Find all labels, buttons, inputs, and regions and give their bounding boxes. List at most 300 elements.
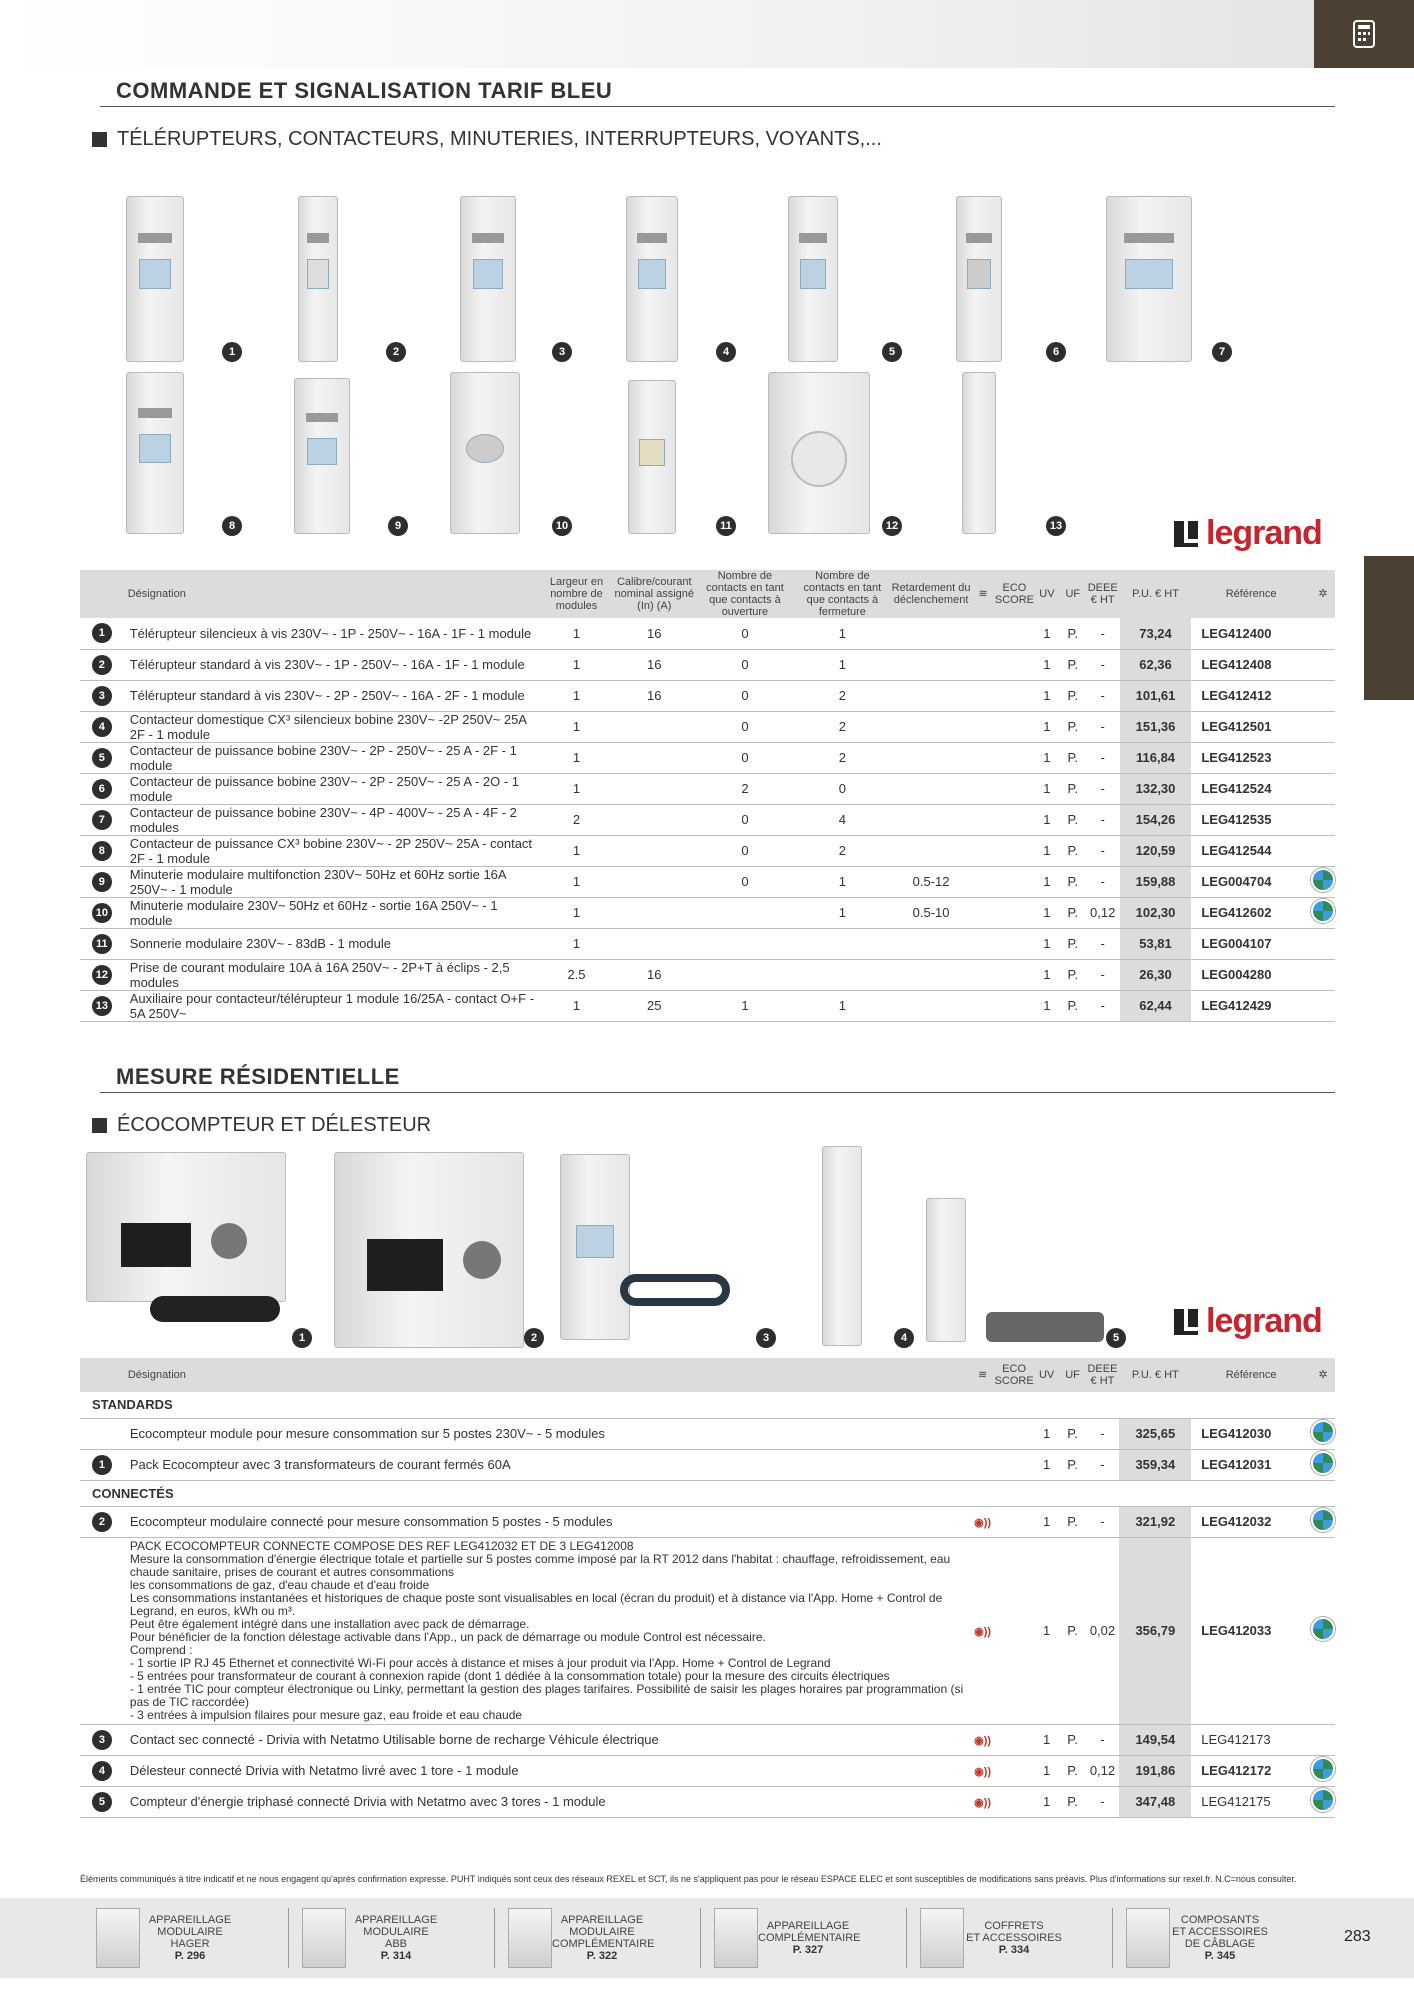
table-row <box>80 990 1335 1021</box>
table-row <box>80 773 1335 804</box>
calibre <box>612 711 696 742</box>
uf: P. <box>1060 618 1086 649</box>
row-number-cell <box>80 711 124 742</box>
ecolabel-icon <box>1311 868 1335 892</box>
footer-page: P. 327 <box>792 1944 824 1956</box>
unit-price: 151,36 <box>1120 711 1192 742</box>
footer-label <box>1170 1914 1270 1962</box>
eco-score <box>995 897 1034 928</box>
product-image <box>86 1152 286 1302</box>
reference[interactable]: LEG412175 <box>1191 1786 1311 1817</box>
unit-price: 53,81 <box>1120 928 1192 959</box>
reference[interactable]: LEG004704 <box>1191 866 1311 897</box>
largeur: 1 <box>541 680 613 711</box>
designation: Contact sec connecté - Drivia with Netatmo Utilisable borne de recharge Véhicule électrique <box>124 1724 971 1755</box>
retardement <box>891 959 971 990</box>
uv: 1 <box>1034 711 1060 742</box>
deee: - <box>1086 804 1120 835</box>
reference[interactable]: LEG412408 <box>1191 649 1311 680</box>
image-label: 11 <box>716 516 736 536</box>
retardement <box>891 773 971 804</box>
footer-label-line: COMPLÉMENTAIRE <box>552 1938 655 1950</box>
calibre: 16 <box>612 649 696 680</box>
footer-link[interactable] <box>96 1898 240 1978</box>
row-number-cell <box>80 1755 124 1786</box>
ecolabel-icon: ✲ <box>1318 588 1328 600</box>
reference[interactable]: LEG412173 <box>1191 1724 1311 1755</box>
image-label: 9 <box>388 516 408 536</box>
footer-separator <box>494 1908 495 1968</box>
footer-link[interactable] <box>1126 1898 1270 1978</box>
row-number-cell <box>80 1449 124 1480</box>
calibre <box>612 897 696 928</box>
designation: Contacteur de puissance bobine 230V~ - 2P - 250V~ - 25 A - 2O - 1 module <box>124 773 541 804</box>
section-title: COMMANDE ET SIGNALISATION TARIF BLEU <box>116 78 613 103</box>
row-number: 5 <box>92 748 112 768</box>
ouverture: 0 <box>696 742 793 773</box>
eco-score <box>995 649 1034 680</box>
product-table <box>80 570 1335 1022</box>
image-label: 1 <box>222 342 242 362</box>
uv: 1 <box>1034 1724 1060 1755</box>
ecolabel-icon <box>1311 1788 1335 1812</box>
row-number: 4 <box>92 1761 112 1781</box>
largeur: 1 <box>541 866 613 897</box>
table-row <box>80 1506 1335 1537</box>
unit-price: 62,44 <box>1120 990 1192 1021</box>
bullet-square <box>92 132 107 147</box>
uf: P. <box>1060 1506 1086 1537</box>
unit-price: 101,61 <box>1120 680 1192 711</box>
footer-link[interactable] <box>508 1898 655 1978</box>
footer-label <box>140 1914 240 1962</box>
row-number: 9 <box>92 872 112 892</box>
designation: Compteur d'énergie triphasé connecté Drivia with Netatmo avec 3 tores - 1 module <box>124 1786 971 1817</box>
description-line: Mesure la consommation d'énergie électrique totale et partielle sur 5 postes comme imposé par la RT 2012 dans l'habitat : chauffage, refroidissement, eau chaude sanitaire, prises de courant et autres consommations <box>129 1551 951 1579</box>
ecolabel-cell <box>1311 866 1335 897</box>
row-number: 8 <box>92 841 112 861</box>
retardement <box>891 618 971 649</box>
deee: - <box>1086 990 1120 1021</box>
section-subtitle <box>92 128 882 151</box>
eco-score <box>995 959 1034 990</box>
uv: 1 <box>1034 804 1060 835</box>
image-label: 10 <box>552 516 572 536</box>
col-deee: DEEE € HT <box>1085 1358 1119 1392</box>
ecolabel-cell <box>1311 1418 1335 1449</box>
ecolabel-icon <box>1311 1451 1335 1475</box>
row-number: 1 <box>92 623 112 643</box>
fermeture <box>794 928 891 959</box>
product-image <box>822 1146 862 1346</box>
table-row <box>80 618 1335 649</box>
footer-separator <box>700 1908 701 1968</box>
ecolabel-cell <box>1311 990 1335 1021</box>
image-label: 1 <box>292 1328 312 1348</box>
unit-price: 347,48 <box>1119 1786 1191 1817</box>
reference[interactable]: LEG412400 <box>1191 618 1311 649</box>
catalog-icon <box>1353 20 1375 48</box>
deee: - <box>1086 959 1120 990</box>
row-number-cell <box>80 835 124 866</box>
reference[interactable]: LEG412524 <box>1191 773 1311 804</box>
connected-icon: ◉)) <box>974 1766 992 1778</box>
footer-label <box>758 1920 861 1956</box>
ecolabel-icon <box>1311 899 1335 923</box>
uf: P. <box>1060 1755 1086 1786</box>
largeur: 2 <box>541 804 613 835</box>
reference[interactable]: LEG412172 <box>1191 1755 1311 1786</box>
footer-label-line: ET ACCESSOIRES <box>966 1932 1062 1944</box>
retardement <box>891 649 971 680</box>
reference[interactable]: LEG412032 <box>1191 1506 1311 1537</box>
connected-icon: ◉)) <box>974 1797 992 1809</box>
eco-score <box>995 1506 1034 1537</box>
uf: P. <box>1060 866 1086 897</box>
wifi-cell <box>971 1418 995 1449</box>
table-row <box>80 742 1335 773</box>
eco-score <box>995 742 1034 773</box>
uv: 1 <box>1034 928 1060 959</box>
unit-price: 321,92 <box>1119 1506 1191 1537</box>
product-table-body <box>80 618 1335 1021</box>
ecolabel-cell <box>1311 1786 1335 1817</box>
table-row <box>80 1449 1335 1480</box>
uf: P. <box>1060 680 1086 711</box>
deee: - <box>1085 1418 1119 1449</box>
description-line: les consommations de gaz, d'eau chaude et d'eau froide <box>129 1577 430 1592</box>
group-row <box>80 1392 1335 1418</box>
footer-label-line: COMPLÉMENTAIRE <box>758 1932 861 1944</box>
wifi-cell <box>971 990 995 1021</box>
deee: - <box>1085 1724 1119 1755</box>
col-wifi <box>971 1358 995 1392</box>
description-line: - 1 entrée TIC pour compteur électronique ou Linky, permettant la gestion des plages tarifaires. Possibilité de saisir les plages horaires par programmation (si pas de TIC raccordée) <box>129 1681 964 1709</box>
ecolabel-cell <box>1311 1449 1335 1480</box>
col-uv: UV <box>1034 1358 1060 1392</box>
unit-price: 191,86 <box>1119 1755 1191 1786</box>
description-line: - 5 entrées pour transformateur de courant à connexion rapide (dont 1 dédiée à la consommation totale) pour la mesure des circuits électriques <box>129 1668 890 1683</box>
divider <box>100 106 1335 107</box>
deee: - <box>1086 773 1120 804</box>
largeur: 1 <box>541 990 613 1021</box>
ecolabel-cell <box>1311 1506 1335 1537</box>
unit-price: 149,54 <box>1119 1724 1191 1755</box>
fermeture <box>794 959 891 990</box>
image-label: 6 <box>1046 342 1066 362</box>
image-label: 2 <box>386 342 406 362</box>
ecolabel-cell <box>1311 1755 1335 1786</box>
wifi-cell <box>971 618 995 649</box>
fermeture: 1 <box>794 618 891 649</box>
retardement: 0.5-12 <box>891 866 971 897</box>
uf: P. <box>1060 649 1086 680</box>
product-image <box>628 380 676 534</box>
reference[interactable]: LEG412602 <box>1191 897 1311 928</box>
deee: - <box>1086 649 1120 680</box>
row-number-cell <box>80 1786 124 1817</box>
eco-table <box>80 1358 1335 1818</box>
wifi-cell <box>971 897 995 928</box>
uf: P. <box>1060 1786 1086 1817</box>
fermeture: 0 <box>794 773 891 804</box>
reference[interactable]: LEG412412 <box>1191 680 1311 711</box>
product-image <box>986 1312 1104 1342</box>
uv: 1 <box>1034 1755 1060 1786</box>
reference[interactable]: LEG412031 <box>1191 1449 1311 1480</box>
description-line: Les consommations instantanées et historiques de chaque poste sont visualisables en local (écran du produit) et à distance via l'App. Home + Control de Legrand, en euros, kWh ou m³. <box>129 1590 943 1618</box>
uf: P. <box>1060 990 1086 1021</box>
eco-score <box>995 1755 1034 1786</box>
designation: Contacteur de puissance bobine 230V~ - 2P - 250V~ - 25 A - 2F - 1 module <box>124 742 541 773</box>
row-number: 12 <box>92 965 112 985</box>
calibre <box>612 928 696 959</box>
ouverture: 0 <box>696 618 793 649</box>
designation: Auxiliaire pour contacteur/télérupteur 1 module 16/25A - contact O+F - 5A 250V~ <box>124 990 541 1021</box>
ouverture <box>696 928 793 959</box>
table-row <box>80 804 1335 835</box>
image-label: 4 <box>894 1328 914 1348</box>
unit-price: 62,36 <box>1120 649 1192 680</box>
ecolabel-cell <box>1311 804 1335 835</box>
fermeture: 1 <box>794 649 891 680</box>
connected-icon: ◉)) <box>974 1735 992 1747</box>
eco-score <box>995 711 1034 742</box>
uv: 1 <box>1034 866 1060 897</box>
row-number: 2 <box>92 1512 112 1532</box>
footer-label-line: APPAREILLAGE <box>148 1914 232 1926</box>
fermeture: 2 <box>794 742 891 773</box>
calibre <box>612 835 696 866</box>
designation: Contacteur de puissance bobine 230V~ - 4P - 400V~ - 25 A - 4F - 2 modules <box>124 804 541 835</box>
side-tab <box>1364 556 1414 700</box>
uv: 1 <box>1034 618 1060 649</box>
product-image <box>560 1154 630 1340</box>
eco-score <box>995 1786 1034 1817</box>
product-image <box>1106 196 1192 362</box>
table-row <box>80 1724 1335 1755</box>
table-row <box>80 1755 1335 1786</box>
reference[interactable]: LEG004280 <box>1191 959 1311 990</box>
designation: Télérupteur standard à vis 230V~ - 1P - 250V~ - 16A - 1F - 1 module <box>124 649 541 680</box>
reference[interactable]: LEG412535 <box>1191 804 1311 835</box>
eco-score <box>995 928 1034 959</box>
col-wifi <box>971 570 995 618</box>
reference[interactable]: LEG412523 <box>1191 742 1311 773</box>
row-number-cell <box>80 804 124 835</box>
unit-price: 325,65 <box>1119 1418 1191 1449</box>
footer-page: P. 322 <box>586 1950 618 1962</box>
row-number: 4 <box>92 717 112 737</box>
product-image <box>126 372 184 534</box>
group-label: CONNECTÉS <box>80 1480 1335 1506</box>
uf: P. <box>1060 711 1086 742</box>
pack-description <box>124 1537 971 1724</box>
image-label: 3 <box>552 342 572 362</box>
footer-page: P. 314 <box>380 1950 412 1962</box>
retardement: 0.5-10 <box>891 897 971 928</box>
ouverture: 0 <box>696 835 793 866</box>
image-label: 3 <box>756 1328 776 1348</box>
group-row <box>80 1480 1335 1506</box>
bullet-square <box>92 1118 107 1133</box>
wifi-cell <box>971 866 995 897</box>
uf: P. <box>1060 928 1086 959</box>
retardement <box>891 990 971 1021</box>
ecolabel-cell <box>1311 897 1335 928</box>
designation: Contacteur de puissance CX³ bobine 230V~ - 2P 250V~ 25A - contact 2F - 1 module <box>124 835 541 866</box>
subtitle-text: TÉLÉRUPTEURS, CONTACTEURS, MINUTERIES, INTERRUPTEURS, VOYANTS,... <box>117 128 882 150</box>
table-row <box>80 1537 1335 1724</box>
calibre <box>612 804 696 835</box>
uv: 1 <box>1034 1786 1060 1817</box>
uv: 1 <box>1034 680 1060 711</box>
retardement <box>891 835 971 866</box>
eco-score <box>995 773 1034 804</box>
deee: - <box>1086 742 1120 773</box>
row-number-cell <box>80 680 124 711</box>
uf: P. <box>1060 897 1086 928</box>
footer-label-line: DE CÂBLAGE <box>1184 1938 1256 1950</box>
uv: 1 <box>1034 742 1060 773</box>
ouverture: 0 <box>696 649 793 680</box>
footer-separator <box>288 1908 289 1968</box>
reference[interactable]: LEG412501 <box>1191 711 1311 742</box>
col-largeur: Largeur en nombre de modules <box>541 570 613 618</box>
unit-price: 159,88 <box>1120 866 1192 897</box>
col-eco-icon <box>1311 570 1335 618</box>
subtitle-text: ÉCOCOMPTEUR ET DÉLESTEUR <box>117 1114 432 1136</box>
reference[interactable]: LEG412544 <box>1191 835 1311 866</box>
footer-label-line: APPAREILLAGE <box>354 1914 438 1926</box>
uv: 1 <box>1034 835 1060 866</box>
deee: - <box>1086 928 1120 959</box>
unit-price: 359,34 <box>1119 1449 1191 1480</box>
ecolabel-cell <box>1311 835 1335 866</box>
footer-label <box>346 1914 446 1962</box>
largeur: 1 <box>541 649 613 680</box>
largeur: 1 <box>541 711 613 742</box>
ecolabel-cell <box>1311 1724 1335 1755</box>
reference[interactable]: LEG412033 <box>1191 1537 1311 1724</box>
connected-icon: ◉)) <box>974 1517 992 1529</box>
category-thumbnail <box>302 1908 346 1968</box>
reference[interactable]: LEG412030 <box>1191 1418 1311 1449</box>
eco-score <box>995 1449 1034 1480</box>
table-row <box>80 680 1335 711</box>
calibre <box>612 866 696 897</box>
category-thumbnail <box>96 1908 140 1968</box>
footer-page: P. 345 <box>1204 1950 1236 1962</box>
row-number-cell <box>80 773 124 804</box>
ecolabel-cell <box>1311 618 1335 649</box>
uv: 1 <box>1034 897 1060 928</box>
ouverture: 0 <box>696 866 793 897</box>
ouverture: 0 <box>696 680 793 711</box>
uv: 1 <box>1034 1449 1060 1480</box>
uv: 1 <box>1034 773 1060 804</box>
footer-label-line: APPAREILLAGE <box>560 1914 644 1926</box>
table-row <box>80 928 1335 959</box>
wifi-cell <box>971 742 995 773</box>
reference[interactable]: LEG004107 <box>1191 928 1311 959</box>
designation: Télérupteur silencieux à vis 230V~ - 1P - 250V~ - 16A - 1F - 1 module <box>124 618 541 649</box>
deee: - <box>1086 866 1120 897</box>
ecolabel-cell <box>1311 711 1335 742</box>
designation: Minuterie modulaire multifonction 230V~ 50Hz et 60Hz sortie 16A 250V~ - 1 module <box>124 866 541 897</box>
category-thumbnail <box>508 1908 552 1968</box>
ecolabel-cell <box>1311 742 1335 773</box>
product-image <box>768 372 870 534</box>
footer-separator <box>906 1908 907 1968</box>
wifi-cell <box>971 1755 995 1786</box>
unit-price: 120,59 <box>1120 835 1192 866</box>
retardement <box>891 742 971 773</box>
brand-text: legrand <box>1206 514 1322 552</box>
footer-label-line: COMPOSANTS <box>1180 1914 1260 1926</box>
ecolabel-icon <box>1311 1420 1335 1444</box>
footer-label-line: MODULAIRE <box>569 1926 635 1938</box>
row-number-cell <box>80 866 124 897</box>
uv: 1 <box>1034 1537 1060 1724</box>
col-pu: P.U. € HT <box>1120 570 1192 618</box>
footer-label <box>552 1914 655 1962</box>
wifi-icon: ≋ <box>977 1369 988 1381</box>
ouverture: 2 <box>696 773 793 804</box>
col-num <box>80 1358 124 1392</box>
designation: Télérupteur standard à vis 230V~ - 2P - 250V~ - 16A - 2F - 1 module <box>124 680 541 711</box>
footer-label-line: ET ACCESSOIRES <box>1172 1926 1268 1938</box>
row-number: 2 <box>92 655 112 675</box>
eco-score <box>995 804 1034 835</box>
divider <box>100 1092 1335 1093</box>
wifi-cell <box>971 959 995 990</box>
eco-score <box>995 618 1034 649</box>
col-uf: UF <box>1060 570 1086 618</box>
description-line: - 1 sortie IP RJ 45 Ethernet et connectivité Wi-Fi pour accès à distance et mises à jour produit via l'App. Home + Control de Legrand <box>129 1655 831 1670</box>
largeur: 1 <box>541 773 613 804</box>
footer-link[interactable] <box>920 1898 1064 1978</box>
col-num <box>80 570 124 618</box>
designation: Sonnerie modulaire 230V~ - 83dB - 1 module <box>124 928 541 959</box>
wifi-cell <box>971 835 995 866</box>
uf: P. <box>1060 1537 1086 1724</box>
fermeture: 2 <box>794 711 891 742</box>
description-line: Peut être également intégré dans une installation avec pack de démarrage. <box>129 1616 530 1631</box>
table-row <box>80 866 1335 897</box>
image-label: 5 <box>1106 1328 1126 1348</box>
ouverture: 1 <box>696 990 793 1021</box>
ecolabel-cell <box>1311 680 1335 711</box>
image-label: 12 <box>882 516 902 536</box>
retardement <box>891 680 971 711</box>
product-image <box>298 196 338 362</box>
footnote: Éléments communiqués à titre indicatif et ne nous engagent qu'après confirmation expresse. PUHT indiqués sont ceux des réseaux REXEL et SCT, ils ne s'appliquent pas pour le réseau ESPACE ELEC et sont susceptibles de modifications sans préavis. Plus d'informations sur rexel.fr. N.C=nous consulter. <box>80 1874 1297 1884</box>
reference[interactable]: LEG412429 <box>1191 990 1311 1021</box>
table-row <box>80 649 1335 680</box>
largeur: 2.5 <box>541 959 613 990</box>
fermeture: 4 <box>794 804 891 835</box>
footer-link[interactable] <box>302 1898 446 1978</box>
unit-price: 154,26 <box>1120 804 1192 835</box>
retardement <box>891 804 971 835</box>
fermeture: 1 <box>794 897 891 928</box>
uf: P. <box>1060 959 1086 990</box>
row-number: 13 <box>92 996 112 1016</box>
footer-link[interactable] <box>714 1898 861 1978</box>
calibre: 16 <box>612 618 696 649</box>
col-retard: Retardement du déclenchement <box>891 570 971 618</box>
